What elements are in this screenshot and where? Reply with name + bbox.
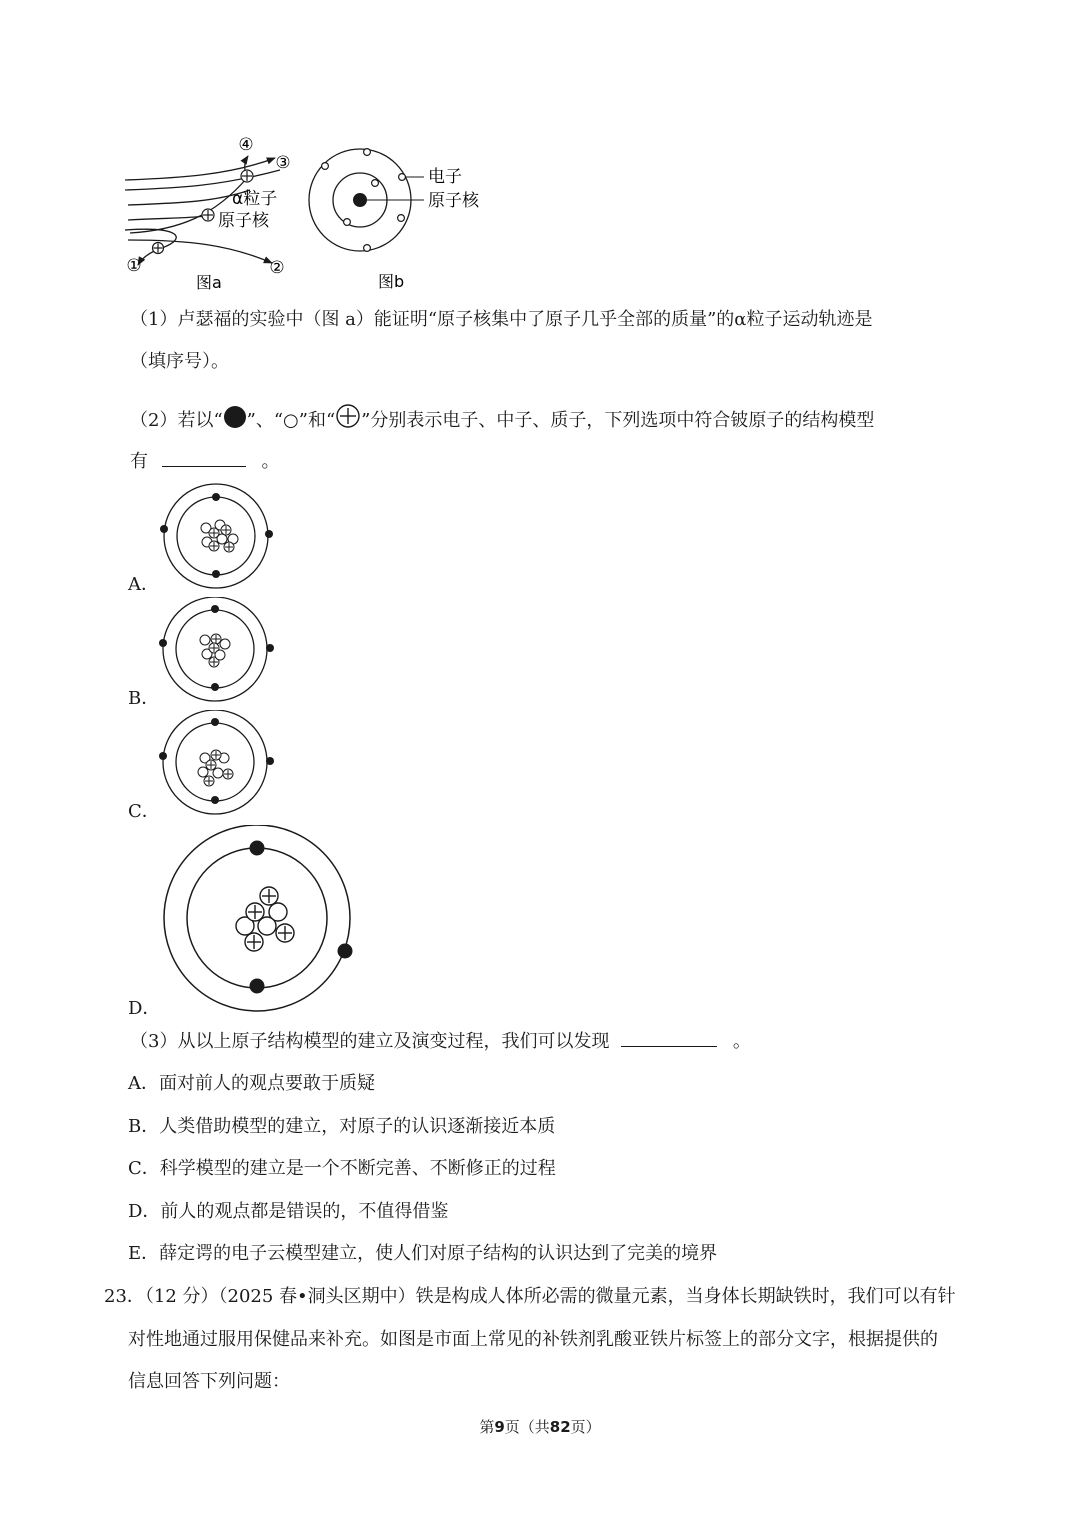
nucleus-label-b: 原子核 (428, 191, 479, 211)
option-a-model (160, 483, 275, 593)
proton-symbol-icon (335, 404, 361, 430)
q23-line2: 对性地通过服用保健品来补充。如图是市面上常见的补铁剂乳酸亚铁片标签上的部分文字，根据提供的 (128, 1329, 938, 1350)
marker-1: ① (126, 256, 142, 276)
q2-prefix: （2）若以“ (130, 410, 223, 431)
page-footer (0, 1416, 1080, 1437)
nucleus-icon (202, 209, 214, 221)
q2-line2 (130, 450, 279, 474)
alpha-label: α粒子 (232, 189, 278, 209)
q3-choice-c: C．科学模型的建立是一个不断完善、不断修正的过程 (128, 1158, 556, 1179)
option-d-label: D． (128, 998, 161, 1019)
electron-symbol-icon (223, 406, 247, 430)
footer-post: 页） (570, 1418, 601, 1436)
nucleus-label: 原子核 (218, 211, 269, 231)
q2-line2-text: 有 (130, 451, 148, 472)
figure-a-caption: 图a (196, 273, 222, 292)
alpha-particle-icon (241, 170, 253, 182)
q1-line1: （1）卢瑟福的实验中（图 a）能证明“原子核集中了原子几乎全部的质量”的α粒子运动轨迹是 (130, 309, 873, 330)
q3-choice-e: E．薛定谔的电子云模型建立，使人们对原子结构的认识达到了完美的境界 (128, 1243, 718, 1264)
option-a-label: A． (128, 574, 159, 595)
q3-answer-blank[interactable] (621, 1030, 717, 1047)
proton-icon (153, 243, 164, 254)
figure-b-caption: 图b (378, 272, 405, 291)
footer-page-number: 9 (494, 1418, 505, 1436)
alpha-track-2 (128, 240, 272, 263)
footer-pre: 第 (479, 1418, 495, 1436)
q2-answer-blank[interactable] (162, 450, 246, 467)
q3-choice-b: B．人类借助模型的建立，对原子的认识逐渐接近本质 (128, 1116, 556, 1137)
atomic-nucleus (353, 193, 367, 207)
option-b-model (158, 597, 276, 705)
marker-2: ② (269, 258, 285, 278)
q3-choice-d: D．前人的观点都是错误的，不值得借鉴 (128, 1201, 449, 1222)
q3-choice-a: A．面对前人的观点要敢于质疑 (128, 1073, 375, 1094)
q1-line2: （填序号）。 (130, 351, 229, 372)
marker-4: ④ (238, 135, 254, 155)
option-c-label: C． (128, 801, 160, 822)
footer-total-pages: 82 (549, 1418, 571, 1436)
q23-line3: 信息回答下列问题： (128, 1371, 290, 1392)
q2-line2-end: 。 (261, 451, 280, 472)
q2-line1 (130, 404, 874, 433)
q23-line1: 23．（12 分）（2025 春•洞头区期中）铁是构成人体所必需的微量元素，当身体长期缺铁时，我们可以有针 (104, 1286, 956, 1307)
option-c-model (158, 710, 276, 818)
marker-3: ③ (275, 153, 291, 173)
figure-a (120, 130, 300, 295)
alpha-track-line (125, 170, 280, 190)
figure-b (300, 140, 500, 295)
footer-mid: 页（共 (504, 1418, 550, 1436)
q3-line (130, 1030, 751, 1054)
q3-text: （3）从以上原子结构模型的建立及演变过程，我们可以发现 (130, 1031, 610, 1052)
q2-sep1: ”、“○”和“ (246, 410, 336, 431)
electron-label: 电子 (428, 167, 462, 187)
q3-end: 。 (732, 1031, 751, 1052)
q2-suffix: ”分别表示电子、中子、质子，下列选项中符合铍原子的结构模型 (361, 410, 875, 431)
option-d-model (158, 825, 358, 1015)
option-b-label: B． (128, 688, 160, 709)
